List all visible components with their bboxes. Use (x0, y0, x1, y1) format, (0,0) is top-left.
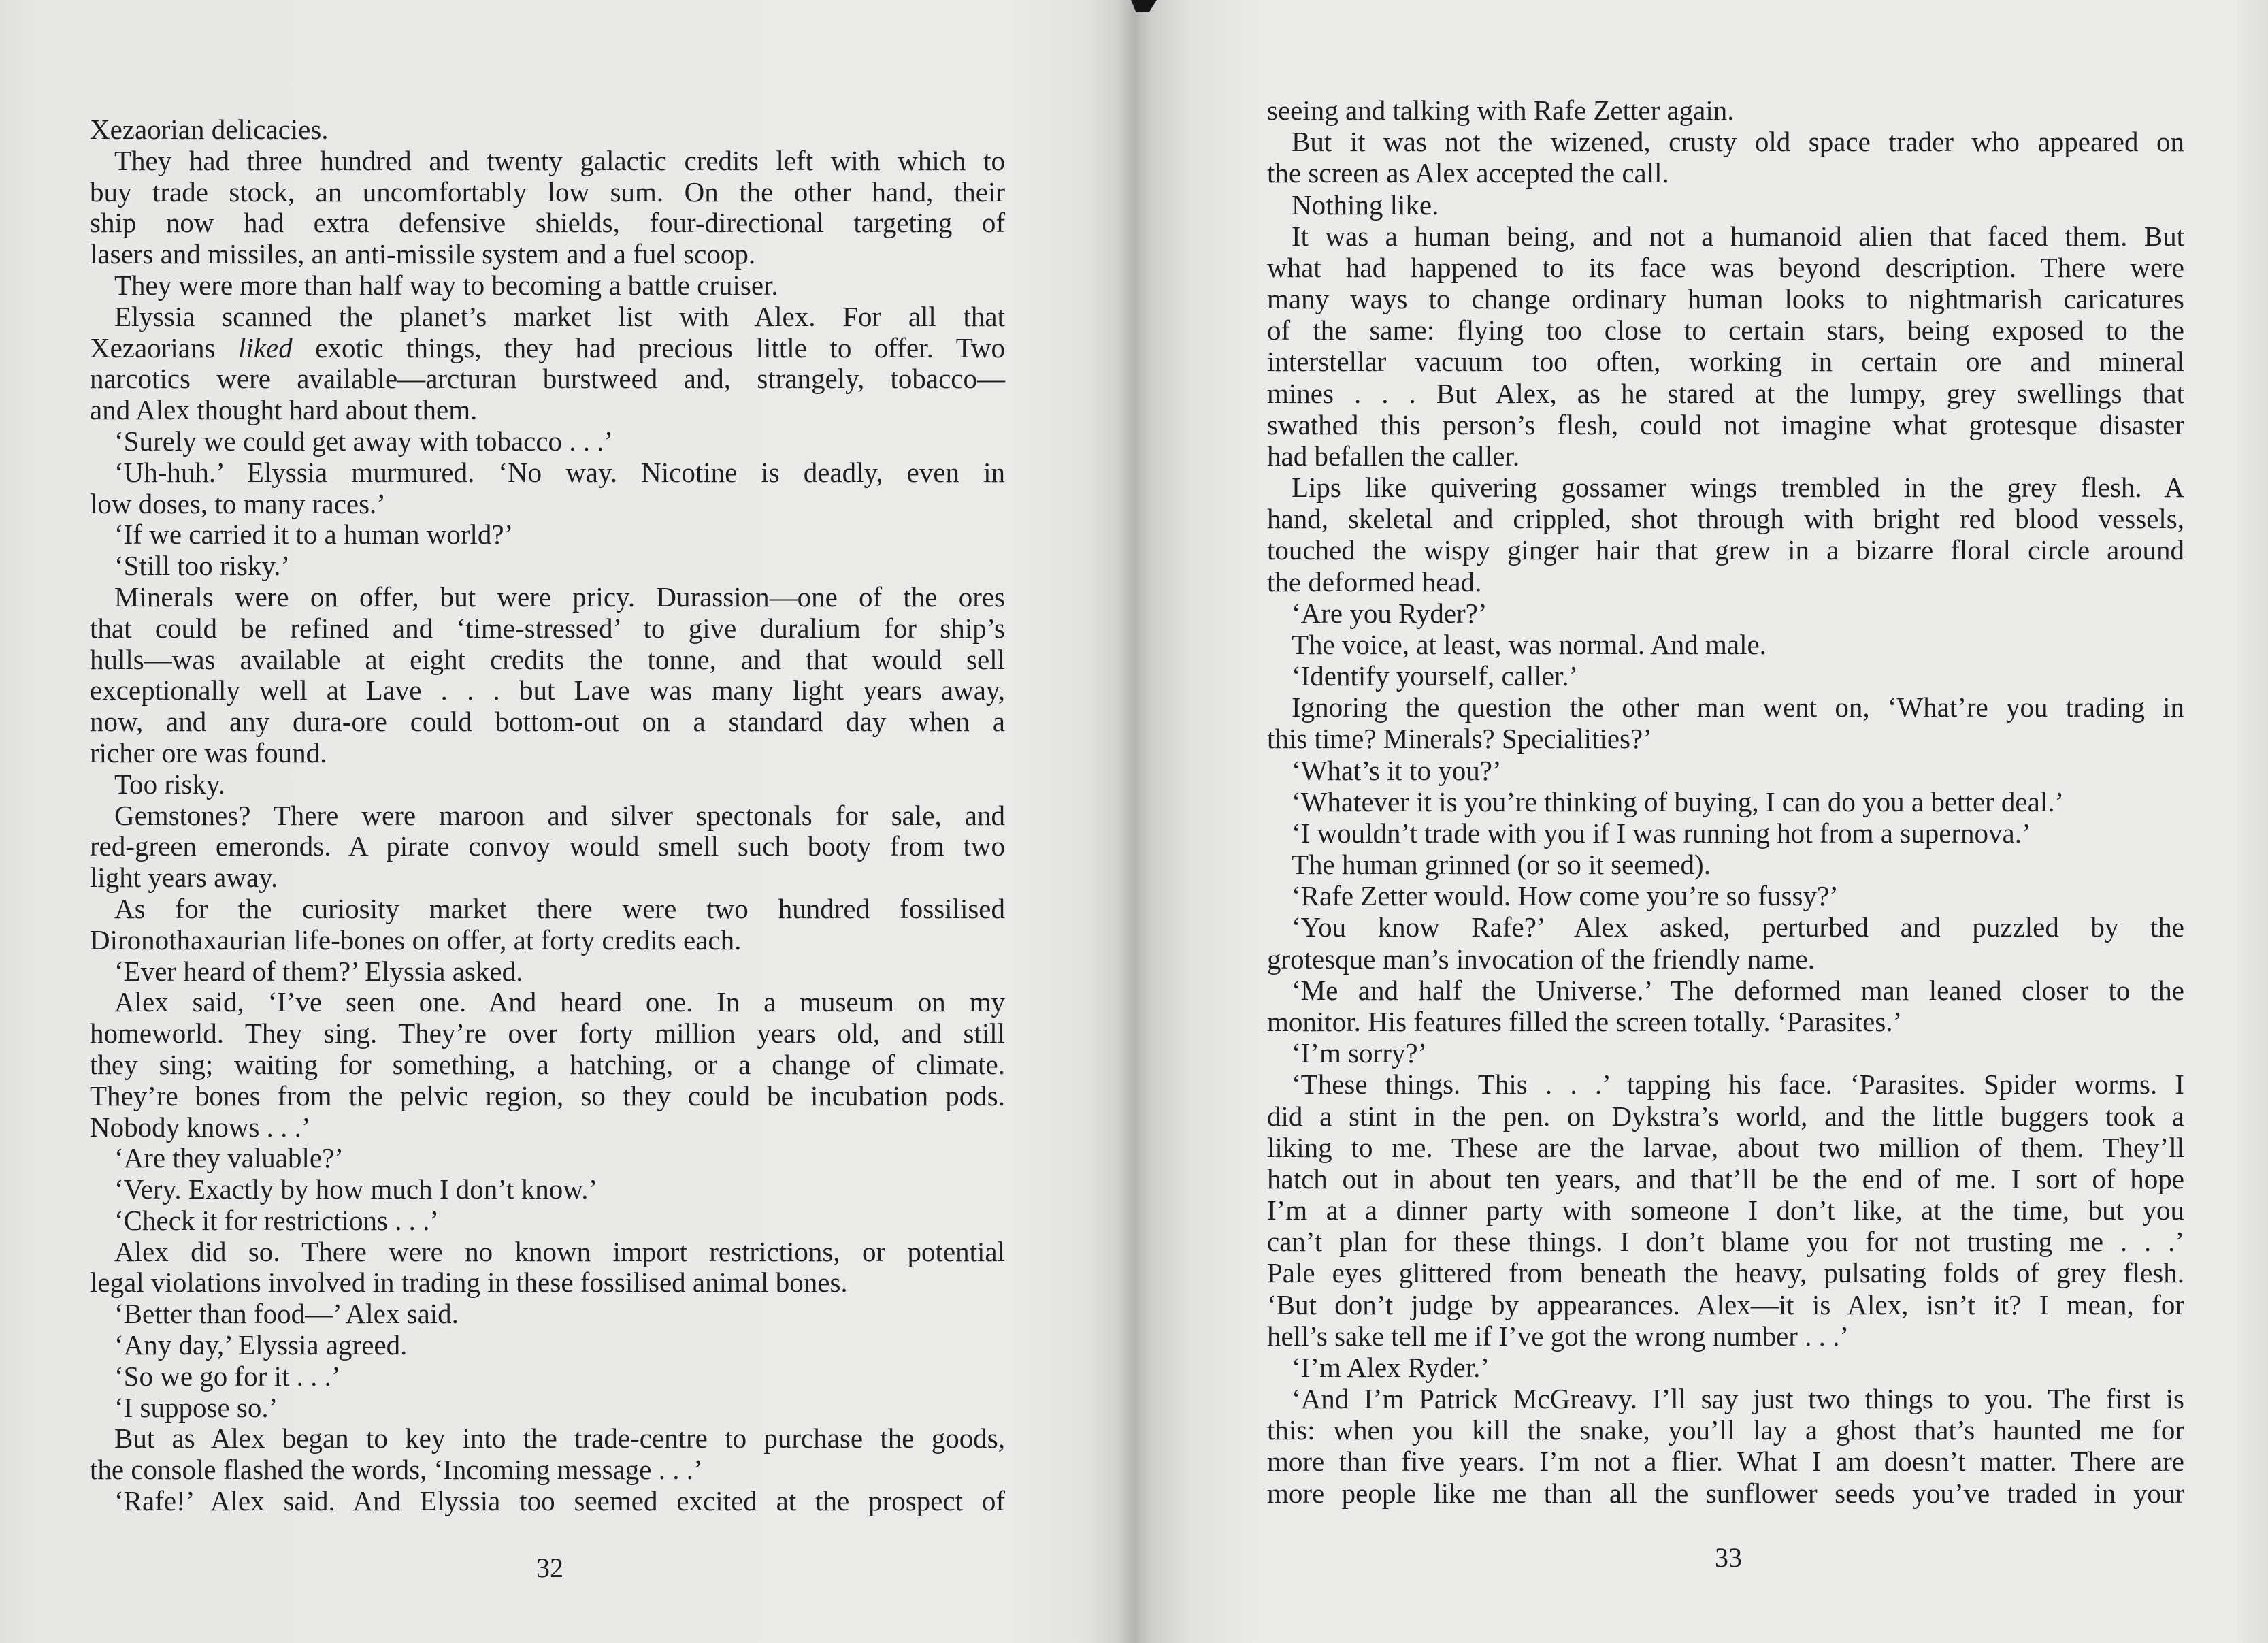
text-line: They had three hundred and twenty galactic credits left with which to (114, 144, 1005, 176)
text-line: Elyssia scanned the planet’s market list with Alex. For all that (114, 300, 1005, 332)
paragraph (90, 987, 1005, 1143)
paragraph (90, 1486, 1005, 1517)
text-line: Nobody knows . . .’ (90, 1111, 311, 1143)
paragraph (90, 1393, 1005, 1424)
paragraph (1267, 880, 2184, 911)
paragraph (1267, 95, 2184, 126)
paragraph (90, 1143, 1005, 1174)
text-line: It was a human being, and not a humanoid alien that faced them. But (1292, 220, 2184, 252)
text-line: hand, skeletal and crippled, shot through with bright red blood vessels, (1267, 503, 2184, 535)
text-line: Minerals were on offer, but were pricy. Durassion—one of the ores (114, 581, 1005, 613)
text-line: monitor. His features filled the screen totally. ‘Parasites.’ (1267, 1005, 1903, 1037)
text-line: hatch out in about ten years, and that’ll be the end of me. I sort of hope (1267, 1162, 2184, 1194)
paragraph (90, 519, 1005, 551)
paragraph (1267, 1037, 2184, 1069)
text-line: ‘If we carried it to a human world?’ (114, 519, 514, 551)
text-line: more than five years. I’m not a flier. What I am doesn’t matter. There are (1267, 1446, 2184, 1478)
text-line: Gemstones? There were maroon and silver spectonals for sale, and (114, 799, 1005, 831)
text-line: hell’s sake tell me if I’ve got the wrong number . . .’ (1267, 1320, 1850, 1352)
paragraph (90, 146, 1005, 270)
text-line: As for the curiosity market there were two hundred fossilised (114, 892, 1005, 924)
text-line: Too risky. (114, 768, 226, 800)
text-line: what had happened to its face was beyond description. There were (1267, 251, 2184, 283)
text-line: ‘I wouldn’t trade with you if I was running hot from a supernova.’ (1292, 817, 2031, 849)
text-line: ‘Me and half the Universe.’ The deformed man leaned closer to the (1292, 974, 2184, 1006)
text-line: Alex did so. There were no known import restrictions, or potential (114, 1235, 1005, 1267)
text-line: that could be refined and ‘time-stressed’ to give duralium for ship’s (90, 612, 1005, 644)
paragraph (90, 114, 1005, 146)
paragraph (1267, 817, 2184, 849)
text-line: homeworld. They sing. They’re over forty million years old, and still (90, 1018, 1005, 1050)
text-line: But as Alex began to key into the trade-centre to purchase the goods, (114, 1422, 1005, 1454)
text-line: this time? Minerals? Specialities?’ (1267, 723, 1652, 755)
paragraph (90, 956, 1005, 988)
text-line: swathed this person’s flesh, could not imagine what grotesque disaster (1267, 408, 2184, 440)
paragraph (1267, 755, 2184, 786)
text-line: legal violations involved in trading in these fossilised animal bones. (90, 1267, 848, 1299)
text-line: ‘And I’m Patrick McGreavy. I’ll say just two things to you. The first is (1292, 1383, 2184, 1415)
paragraph (1267, 975, 2184, 1037)
text-line: exceptionally well at Lave . . . but Lave was many light years away, (90, 674, 1005, 706)
text-line: hulls—was available at eight credits the tonne, and that would sell (90, 643, 1005, 675)
paragraph (1267, 849, 2184, 880)
paragraph (90, 894, 1005, 956)
text-line: lasers and missiles, an anti-missile system and a fuel scoop. (90, 238, 756, 270)
text-run: exotic things, they had precious little to offer. Two (292, 331, 1005, 363)
text-line: low doses, to many races.’ (90, 487, 386, 519)
paragraph (1267, 126, 2184, 189)
text-line: can’t plan for these things. I don’t blame you for not trusting me . . .’ (1267, 1226, 2184, 1258)
text-line: The human grinned (or so it seemed). (1292, 849, 1711, 881)
paragraph (90, 1361, 1005, 1393)
text-line: ‘Rafe Zetter would. How come you’re so fussy?’ (1292, 880, 1839, 912)
text-line: ‘I’m sorry?’ (1292, 1037, 1428, 1069)
text-line: narcotics were available—arcturan burstweed and, strangely, tobacco— (90, 363, 1005, 395)
paragraph (90, 582, 1005, 769)
paragraph (90, 1237, 1005, 1299)
text-line: ‘Rafe!’ Alex said. And Elyssia too seemed excited at the prospect of (114, 1485, 1005, 1517)
paragraph (1267, 786, 2184, 817)
paragraph (1267, 598, 2184, 629)
text-line: ‘Better than food—’ Alex said. (114, 1298, 459, 1330)
text-line: The voice, at least, was normal. And male. (1292, 628, 1766, 660)
text-line (90, 333, 1005, 364)
page-body-text (1267, 95, 2184, 1509)
text-line: grotesque man’s invocation of the friendly name. (1267, 943, 1815, 975)
page-body-text (90, 114, 1005, 1517)
text-line: Xezaorian delicacies. (90, 114, 329, 145)
text-line: Ignoring the question the other man went on, ‘What’re you trading in (1292, 692, 2184, 723)
text-line: many ways to change ordinary human looks to nightmarish caricatures (1267, 283, 2184, 315)
text-line: They were more than half way to becoming a battle cruiser. (114, 269, 778, 301)
page-number: 32 (536, 1552, 563, 1583)
text-line: ‘What’s it to you?’ (1292, 754, 1502, 786)
paragraph (90, 302, 1005, 426)
page-number: 33 (1715, 1542, 1742, 1573)
paragraph (90, 551, 1005, 582)
text-line: this: when you kill the snake, you’ll lay a ghost that’s haunted me for (1267, 1414, 2184, 1446)
text-line: had befallen the caller. (1267, 440, 1520, 472)
paragraph (1267, 692, 2184, 754)
text-line: Nothing like. (1292, 189, 1439, 221)
text-line: ‘Are they valuable?’ (114, 1142, 344, 1174)
text-line: liking to me. These are the larvae, about two million of them. They’ll (1267, 1131, 2184, 1163)
text-line: ‘I’m Alex Ryder.’ (1292, 1351, 1490, 1383)
text-line: ‘Very. Exactly by how much I don’t know.’ (114, 1173, 598, 1205)
paragraph (90, 800, 1005, 894)
text-line: ‘So we go for it . . .’ (114, 1360, 341, 1392)
paragraph (1267, 1383, 2184, 1509)
paragraph (1267, 660, 2184, 692)
text-line: ‘Ever heard of them?’ Elyssia asked. (114, 955, 523, 987)
paragraph (90, 1423, 1005, 1486)
text-line: the screen as Alex accepted the call. (1267, 157, 1669, 189)
paragraph (90, 270, 1005, 302)
text-run: Xezaorians (90, 331, 239, 363)
paragraph (90, 1174, 1005, 1205)
text-line: Alex said, ‘I’ve seen one. And heard one. In a museum on my (114, 986, 1005, 1018)
text-line: the console flashed the words, ‘Incoming message . . .’ (90, 1454, 703, 1486)
text-line: now, and any dura-ore could bottom-out on a standard day when a (90, 706, 1005, 738)
text-line: the deformed head. (1267, 566, 1482, 598)
text-line: richer ore was found. (90, 736, 327, 768)
paragraph (90, 1205, 1005, 1237)
text-line: they sing; waiting for something, a hatching, or a change of climate. (90, 1048, 1005, 1080)
text-line: more people like me than all the sunflower seeds you’ve traded in your (1267, 1477, 2184, 1509)
text-line: Lips like quivering gossamer wings trembled in the grey flesh. A (1292, 472, 2184, 504)
text-line: ‘Check it for restrictions . . .’ (114, 1204, 440, 1236)
text-line: I’m at a dinner party with someone I don’t like, at the time, but you (1267, 1194, 2184, 1226)
text-line: light years away. (90, 862, 278, 894)
text-line: Dironothaxaurian life-bones on offer, at forty credits each. (90, 924, 742, 956)
text-line: touched the wispy ginger hair that grew in a bizarre floral circle around (1267, 534, 2184, 566)
text-line: ‘Identify yourself, caller.’ (1292, 660, 1579, 692)
text-line: ‘These things. This . . .’ tapping his face. ‘Parasites. Spider worms. I (1292, 1069, 2184, 1101)
text-line: ‘Are you Ryder?’ (1292, 597, 1488, 629)
paragraph (1267, 911, 2184, 974)
text-line: But it was not the wizened, crusty old space trader who appeared on (1292, 126, 2184, 158)
paragraph (90, 1330, 1005, 1361)
text-line: ‘I suppose so.’ (114, 1391, 278, 1423)
text-line: did a stint in the pen. on Dykstra’s world, and the little buggers took a (1267, 1100, 2184, 1132)
text-line: ‘Surely we could get away with tobacco . . .’ (114, 425, 614, 457)
text-line: ‘Any day,’ Elyssia agreed. (114, 1329, 408, 1361)
text-line: ‘You know Rafe?’ Alex asked, perturbed and puzzled by the (1292, 911, 2184, 943)
right-page (1135, 0, 2268, 1643)
text-line: ship now had extra defensive shields, four-directional targeting of (90, 207, 1005, 239)
italic-text: liked (238, 331, 293, 363)
paragraph (1267, 472, 2184, 598)
text-line: ‘Whatever it is you’re thinking of buying, I can do you a better deal.’ (1292, 785, 2065, 817)
paragraph (1267, 1352, 2184, 1383)
paragraph (1267, 221, 2184, 472)
paragraph (1267, 1069, 2184, 1352)
text-line: seeing and talking with Rafe Zetter again. (1267, 95, 1735, 126)
text-line: and Alex thought hard about them. (90, 394, 478, 426)
text-line: red-green emeronds. A pirate convoy would smell such booty from two (90, 830, 1005, 862)
paragraph (1267, 189, 2184, 221)
paragraph (90, 1299, 1005, 1330)
text-line: ‘Uh-huh.’ Elyssia murmured. ‘No way. Nicotine is deadly, even in (114, 456, 1005, 488)
text-line: of the same: flying too close to certain stars, being exposed to the (1267, 314, 2184, 346)
paragraph (90, 426, 1005, 457)
text-line: ‘But don’t judge by appearances. Alex—it is Alex, isn’t it? I mean, for (1267, 1288, 2184, 1320)
text-line: They’re bones from the pelvic region, so they could be incubation pods. (90, 1079, 1005, 1111)
paragraph (90, 457, 1005, 520)
text-line: ‘Still too risky.’ (114, 550, 291, 582)
text-line: Pale eyes glittered from beneath the heavy, pulsating folds of grey flesh. (1267, 1257, 2184, 1289)
text-line: buy trade stock, an uncomfortably low sum. On the other hand, their (90, 176, 1005, 208)
paragraph (1267, 629, 2184, 660)
text-line: interstellar vacuum too often, working in certain ore and mineral (1267, 346, 2184, 378)
paragraph (90, 769, 1005, 800)
text-line: mines . . . But Alex, as he stared at the lumpy, grey swellings that (1267, 377, 2184, 409)
